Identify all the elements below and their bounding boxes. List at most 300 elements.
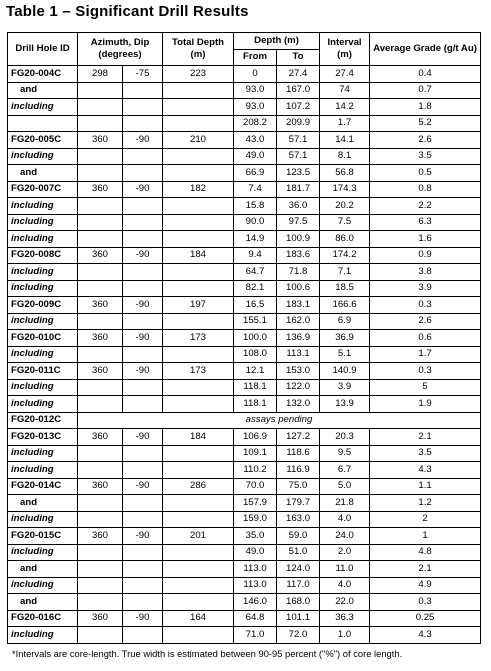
cell-from: 208.2 xyxy=(234,115,277,132)
cell-to: 122.0 xyxy=(277,379,320,396)
cell-grade: 0.6 xyxy=(370,330,481,347)
cell-azimuth xyxy=(78,627,123,644)
cell-to: 75.0 xyxy=(277,478,320,495)
cell-from: 0 xyxy=(234,66,277,83)
cell-dip xyxy=(123,544,163,561)
cell-interval: 174.3 xyxy=(320,181,370,198)
table-row xyxy=(8,330,481,347)
cell-interval: 11.0 xyxy=(320,561,370,578)
cell-azimuth xyxy=(78,231,123,248)
cell-from: 71.0 xyxy=(234,627,277,644)
cell-azimuth xyxy=(78,264,123,281)
cell-to: 97.5 xyxy=(277,214,320,231)
cell-hole-id: including xyxy=(8,214,78,231)
cell-grade: 0.25 xyxy=(370,610,481,627)
cell-from: 70.0 xyxy=(234,478,277,495)
cell-from: 66.9 xyxy=(234,165,277,182)
cell-grade: 0.9 xyxy=(370,247,481,264)
cell-azimuth xyxy=(78,511,123,528)
cell-hole-id: including xyxy=(8,148,78,165)
cell-grade: 4.8 xyxy=(370,544,481,561)
cell-hole-id: FG20-011C xyxy=(8,363,78,380)
cell-grade: 1.6 xyxy=(370,231,481,248)
table-row xyxy=(8,412,481,429)
cell-from: 49.0 xyxy=(234,148,277,165)
cell-total-depth xyxy=(163,379,234,396)
cell-hole-id: and xyxy=(8,495,78,512)
cell-grade: 3.9 xyxy=(370,280,481,297)
cell-total-depth: 164 xyxy=(163,610,234,627)
cell-to: 209.9 xyxy=(277,115,320,132)
cell-azimuth: 360 xyxy=(78,297,123,314)
cell-total-depth xyxy=(163,462,234,479)
cell-azimuth: 360 xyxy=(78,247,123,264)
cell-to: 57.1 xyxy=(277,148,320,165)
cell-hole-id: including xyxy=(8,313,78,330)
cell-to: 163.0 xyxy=(277,511,320,528)
cell-azimuth xyxy=(78,396,123,413)
cell-to: 36.0 xyxy=(277,198,320,215)
cell-total-depth xyxy=(163,264,234,281)
cell-interval: 14.1 xyxy=(320,132,370,149)
cell-hole-id: FG20-004C xyxy=(8,66,78,83)
cell-total-depth xyxy=(163,214,234,231)
table-row xyxy=(8,594,481,611)
cell-interval: 1.7 xyxy=(320,115,370,132)
cell-interval: 166.6 xyxy=(320,297,370,314)
cell-to: 153.0 xyxy=(277,363,320,380)
cell-total-depth: 201 xyxy=(163,528,234,545)
cell-dip xyxy=(123,561,163,578)
cell-azimuth xyxy=(78,280,123,297)
cell-interval: 5.1 xyxy=(320,346,370,363)
header-depth: Depth (m) xyxy=(234,33,320,50)
cell-interval: 14.2 xyxy=(320,99,370,116)
header-to: To xyxy=(277,49,320,66)
cell-from: 7.4 xyxy=(234,181,277,198)
cell-total-depth: 223 xyxy=(163,66,234,83)
cell-total-depth: 182 xyxy=(163,181,234,198)
cell-total-depth xyxy=(163,115,234,132)
cell-interval: 86.0 xyxy=(320,231,370,248)
cell-total-depth: 173 xyxy=(163,363,234,380)
cell-dip xyxy=(123,346,163,363)
table-row xyxy=(8,627,481,644)
cell-dip xyxy=(123,264,163,281)
cell-hole-id: including xyxy=(8,544,78,561)
cell-from: 43.0 xyxy=(234,132,277,149)
cell-from: 118.1 xyxy=(234,379,277,396)
cell-to: 183.1 xyxy=(277,297,320,314)
cell-to: 51.0 xyxy=(277,544,320,561)
cell-hole-id: FG20-014C xyxy=(8,478,78,495)
cell-hole-id: FG20-009C xyxy=(8,297,78,314)
cell-total-depth xyxy=(163,346,234,363)
cell-dip xyxy=(123,594,163,611)
cell-grade: 1.7 xyxy=(370,346,481,363)
cell-total-depth: 197 xyxy=(163,297,234,314)
cell-from: 108.0 xyxy=(234,346,277,363)
cell-azimuth xyxy=(78,214,123,231)
cell-hole-id: and xyxy=(8,594,78,611)
table-row xyxy=(8,99,481,116)
cell-dip xyxy=(123,115,163,132)
cell-grade: 2 xyxy=(370,511,481,528)
cell-grade: 2.1 xyxy=(370,561,481,578)
cell-dip: -90 xyxy=(123,330,163,347)
cell-from: 14.9 xyxy=(234,231,277,248)
cell-total-depth xyxy=(163,313,234,330)
cell-hole-id: including xyxy=(8,346,78,363)
cell-to: 107.2 xyxy=(277,99,320,116)
cell-total-depth: 286 xyxy=(163,478,234,495)
cell-grade: 3.5 xyxy=(370,445,481,462)
cell-interval: 7.5 xyxy=(320,214,370,231)
cell-hole-id: FG20-015C xyxy=(8,528,78,545)
cell-from: 49.0 xyxy=(234,544,277,561)
cell-hole-id: and xyxy=(8,561,78,578)
cell-azimuth xyxy=(78,148,123,165)
cell-total-depth xyxy=(163,148,234,165)
cell-to: 123.5 xyxy=(277,165,320,182)
cell-interval: 24.0 xyxy=(320,528,370,545)
cell-azimuth: 298 xyxy=(78,66,123,83)
cell-dip xyxy=(123,445,163,462)
cell-hole-id: and xyxy=(8,165,78,182)
cell-to: 118.6 xyxy=(277,445,320,462)
table-row xyxy=(8,396,481,413)
cell-dip: -90 xyxy=(123,247,163,264)
table-row xyxy=(8,495,481,512)
table-row xyxy=(8,82,481,99)
cell-from: 64.8 xyxy=(234,610,277,627)
table-row xyxy=(8,198,481,215)
cell-from: 146.0 xyxy=(234,594,277,611)
header-hole-id: Drill Hole ID xyxy=(8,33,78,66)
table-row xyxy=(8,561,481,578)
cell-azimuth xyxy=(78,313,123,330)
drill-results-table xyxy=(7,32,481,644)
cell-to: 162.0 xyxy=(277,313,320,330)
cell-grade: 5 xyxy=(370,379,481,396)
cell-hole-id: and xyxy=(8,82,78,99)
table-row xyxy=(8,132,481,149)
cell-total-depth: 173 xyxy=(163,330,234,347)
cell-hole-id: FG20-007C xyxy=(8,181,78,198)
cell-interval: 3.9 xyxy=(320,379,370,396)
header-from: From xyxy=(234,49,277,66)
cell-from: 118.1 xyxy=(234,396,277,413)
cell-interval: 140.9 xyxy=(320,363,370,380)
cell-azimuth xyxy=(78,577,123,594)
cell-hole-id: including xyxy=(8,462,78,479)
cell-interval: 2.0 xyxy=(320,544,370,561)
cell-azimuth xyxy=(78,462,123,479)
cell-total-depth xyxy=(163,561,234,578)
cell-from: 12.1 xyxy=(234,363,277,380)
table-row xyxy=(8,610,481,627)
table-row xyxy=(8,511,481,528)
cell-grade: 3.8 xyxy=(370,264,481,281)
header-interval: Interval (m) xyxy=(320,33,370,66)
cell-total-depth xyxy=(163,231,234,248)
cell-azimuth: 360 xyxy=(78,181,123,198)
cell-to: 132.0 xyxy=(277,396,320,413)
cell-azimuth: 360 xyxy=(78,132,123,149)
cell-azimuth: 360 xyxy=(78,528,123,545)
table-row xyxy=(8,577,481,594)
cell-dip: -90 xyxy=(123,363,163,380)
cell-to: 59.0 xyxy=(277,528,320,545)
table-row xyxy=(8,363,481,380)
cell-interval: 5.0 xyxy=(320,478,370,495)
cell-total-depth xyxy=(163,165,234,182)
cell-grade: 2.6 xyxy=(370,132,481,149)
cell-interval: 21.8 xyxy=(320,495,370,512)
cell-from: 113.0 xyxy=(234,561,277,578)
cell-total-depth xyxy=(163,577,234,594)
cell-hole-id: FG20-016C xyxy=(8,610,78,627)
cell-from: 110.2 xyxy=(234,462,277,479)
cell-hole-id: FG20-008C xyxy=(8,247,78,264)
cell-interval: 1.0 xyxy=(320,627,370,644)
cell-dip: -90 xyxy=(123,297,163,314)
cell-interval: 7.1 xyxy=(320,264,370,281)
cell-from: 82.1 xyxy=(234,280,277,297)
cell-interval: 13.9 xyxy=(320,396,370,413)
cell-from: 159.0 xyxy=(234,511,277,528)
cell-dip xyxy=(123,165,163,182)
cell-from: 35.0 xyxy=(234,528,277,545)
cell-grade: 4.9 xyxy=(370,577,481,594)
cell-interval: 6.7 xyxy=(320,462,370,479)
cell-from: 113.0 xyxy=(234,577,277,594)
cell-dip xyxy=(123,511,163,528)
cell-grade: 6.3 xyxy=(370,214,481,231)
cell-total-depth xyxy=(163,445,234,462)
cell-grade: 2.2 xyxy=(370,198,481,215)
cell-grade: 1.2 xyxy=(370,495,481,512)
cell-grade: 4.3 xyxy=(370,462,481,479)
cell-dip: -90 xyxy=(123,181,163,198)
cell-to: 57.1 xyxy=(277,132,320,149)
table-row xyxy=(8,297,481,314)
cell-grade: 0.3 xyxy=(370,297,481,314)
cell-to: 179.7 xyxy=(277,495,320,512)
table-header xyxy=(8,33,481,66)
cell-total-depth xyxy=(163,82,234,99)
cell-to: 113.1 xyxy=(277,346,320,363)
cell-total-depth xyxy=(163,396,234,413)
table-row xyxy=(8,231,481,248)
cell-hole-id: including xyxy=(8,396,78,413)
cell-total-depth: 210 xyxy=(163,132,234,149)
cell-interval: 4.0 xyxy=(320,577,370,594)
cell-azimuth: 360 xyxy=(78,429,123,446)
cell-grade: 1 xyxy=(370,528,481,545)
table-row xyxy=(8,214,481,231)
cell-hole-id: including xyxy=(8,264,78,281)
table-row xyxy=(8,379,481,396)
cell-hole-id: FG20-005C xyxy=(8,132,78,149)
cell-dip xyxy=(123,313,163,330)
table-row xyxy=(8,313,481,330)
cell-azimuth xyxy=(78,379,123,396)
cell-interval: 22.0 xyxy=(320,594,370,611)
cell-interval: 18.5 xyxy=(320,280,370,297)
cell-grade: 1.1 xyxy=(370,478,481,495)
table-row xyxy=(8,148,481,165)
cell-grade: 1.9 xyxy=(370,396,481,413)
table-row xyxy=(8,165,481,182)
cell-total-depth xyxy=(163,495,234,512)
header-average-grade: Average Grade (g/t Au) xyxy=(370,33,481,66)
table-row xyxy=(8,478,481,495)
table-row xyxy=(8,462,481,479)
cell-interval: 20.3 xyxy=(320,429,370,446)
cell-hole-id: including xyxy=(8,231,78,248)
cell-azimuth xyxy=(78,82,123,99)
cell-to: 167.0 xyxy=(277,82,320,99)
cell-to: 136.9 xyxy=(277,330,320,347)
cell-azimuth xyxy=(78,198,123,215)
cell-azimuth xyxy=(78,346,123,363)
cell-dip xyxy=(123,82,163,99)
cell-dip: -90 xyxy=(123,132,163,149)
cell-to: 27.4 xyxy=(277,66,320,83)
cell-from: 93.0 xyxy=(234,82,277,99)
cell-to: 181.7 xyxy=(277,181,320,198)
table-row xyxy=(8,346,481,363)
cell-grade: 0.8 xyxy=(370,181,481,198)
cell-grade: 0.7 xyxy=(370,82,481,99)
cell-to: 124.0 xyxy=(277,561,320,578)
cell-hole-id: FG20-012C xyxy=(8,412,78,429)
cell-azimuth: 360 xyxy=(78,478,123,495)
cell-dip: -90 xyxy=(123,610,163,627)
cell-interval: 8.1 xyxy=(320,148,370,165)
cell-interval: 9.5 xyxy=(320,445,370,462)
cell-hole-id: including xyxy=(8,445,78,462)
cell-grade: 0.5 xyxy=(370,165,481,182)
cell-total-depth xyxy=(163,594,234,611)
cell-to: 71.8 xyxy=(277,264,320,281)
cell-from: 157.9 xyxy=(234,495,277,512)
cell-grade: 4.3 xyxy=(370,627,481,644)
cell-grade: 3.5 xyxy=(370,148,481,165)
cell-from: 16.5 xyxy=(234,297,277,314)
cell-total-depth xyxy=(163,627,234,644)
cell-total-depth xyxy=(163,198,234,215)
cell-to: 100.6 xyxy=(277,280,320,297)
cell-dip xyxy=(123,462,163,479)
cell-grade: 0.3 xyxy=(370,594,481,611)
cell-from: 90.0 xyxy=(234,214,277,231)
table-row xyxy=(8,264,481,281)
cell-azimuth xyxy=(78,544,123,561)
table-row xyxy=(8,280,481,297)
cell-interval: 20.2 xyxy=(320,198,370,215)
table-row xyxy=(8,115,481,132)
cell-grade: 0.4 xyxy=(370,66,481,83)
cell-from: 106.9 xyxy=(234,429,277,446)
table-row xyxy=(8,544,481,561)
cell-dip xyxy=(123,231,163,248)
cell-to: 101.1 xyxy=(277,610,320,627)
cell-azimuth xyxy=(78,495,123,512)
cell-grade: 1.8 xyxy=(370,99,481,116)
cell-from: 64.7 xyxy=(234,264,277,281)
cell-from: 15.8 xyxy=(234,198,277,215)
cell-from: 100.0 xyxy=(234,330,277,347)
cell-to: 116.9 xyxy=(277,462,320,479)
cell-grade: 2.1 xyxy=(370,429,481,446)
cell-azimuth: 360 xyxy=(78,363,123,380)
cell-total-depth: 184 xyxy=(163,429,234,446)
cell-dip: -90 xyxy=(123,429,163,446)
cell-from: 109.1 xyxy=(234,445,277,462)
cell-to: 72.0 xyxy=(277,627,320,644)
table-title: Table 1 – Significant Drill Results xyxy=(6,3,249,20)
cell-to: 183.6 xyxy=(277,247,320,264)
cell-dip xyxy=(123,198,163,215)
cell-total-depth xyxy=(163,280,234,297)
cell-to: 117.0 xyxy=(277,577,320,594)
table-body xyxy=(8,66,481,644)
cell-to: 100.9 xyxy=(277,231,320,248)
cell-hole-id: including xyxy=(8,577,78,594)
cell-pending-note: assays pending xyxy=(78,412,481,429)
cell-dip xyxy=(123,627,163,644)
table-row xyxy=(8,445,481,462)
cell-from: 9.4 xyxy=(234,247,277,264)
cell-dip: -90 xyxy=(123,478,163,495)
footnote: *Intervals are core-length. True width is estimated between 90-95 percent ("%") of core length. xyxy=(12,648,403,659)
cell-azimuth: 360 xyxy=(78,610,123,627)
cell-hole-id: FG20-013C xyxy=(8,429,78,446)
cell-dip xyxy=(123,577,163,594)
cell-interval: 74 xyxy=(320,82,370,99)
cell-total-depth: 184 xyxy=(163,247,234,264)
table-row xyxy=(8,528,481,545)
cell-grade: 5.2 xyxy=(370,115,481,132)
cell-interval: 6.9 xyxy=(320,313,370,330)
cell-interval: 27.4 xyxy=(320,66,370,83)
cell-dip xyxy=(123,495,163,512)
cell-dip xyxy=(123,396,163,413)
header-azimuth-dip: Azimuth, Dip (degrees) xyxy=(78,33,163,66)
cell-total-depth xyxy=(163,511,234,528)
cell-hole-id: including xyxy=(8,280,78,297)
cell-interval: 36.3 xyxy=(320,610,370,627)
table-row xyxy=(8,429,481,446)
cell-from: 93.0 xyxy=(234,99,277,116)
cell-interval: 4.0 xyxy=(320,511,370,528)
cell-azimuth xyxy=(78,115,123,132)
cell-dip xyxy=(123,379,163,396)
cell-hole-id: including xyxy=(8,198,78,215)
table-row xyxy=(8,66,481,83)
cell-azimuth: 360 xyxy=(78,330,123,347)
cell-hole-id: FG20-010C xyxy=(8,330,78,347)
cell-azimuth xyxy=(78,561,123,578)
cell-to: 168.0 xyxy=(277,594,320,611)
cell-dip xyxy=(123,99,163,116)
cell-hole-id: including xyxy=(8,627,78,644)
cell-dip xyxy=(123,214,163,231)
cell-azimuth xyxy=(78,165,123,182)
cell-azimuth xyxy=(78,99,123,116)
